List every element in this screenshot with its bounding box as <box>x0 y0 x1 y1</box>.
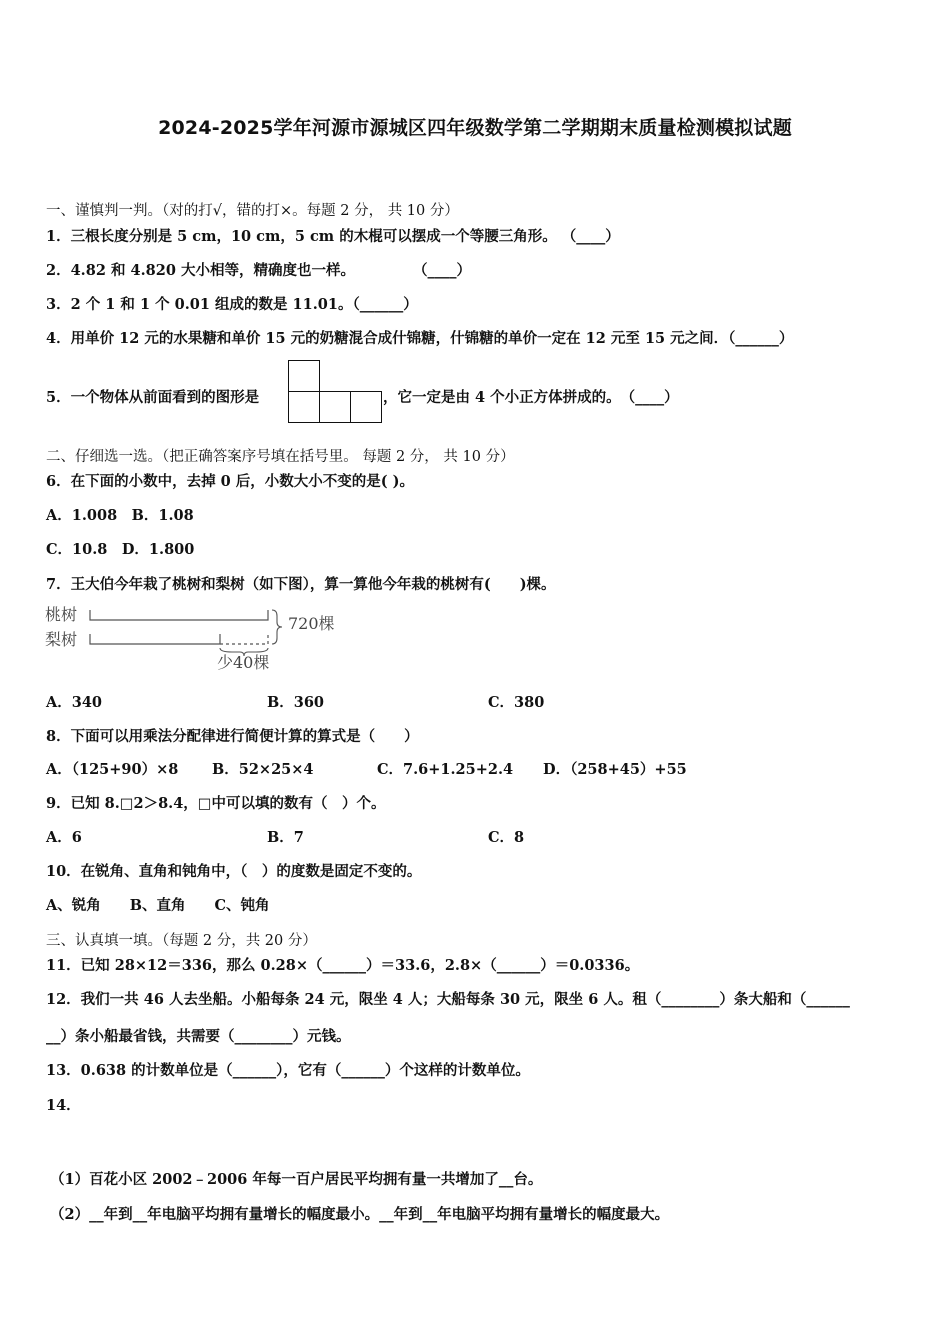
question-10-options: A、锐角 B、直角 C、钝角 <box>46 897 270 914</box>
question-8-option-d: D．（258+45）+55 <box>543 761 687 778</box>
question-3: 3．2 个 1 和 1 个 0.01 组成的数是 11.01。（______） <box>46 296 418 313</box>
question-12-line-1: 12．我们一共 46 人去坐船。小船每条 24 元，限坐 4 人；大船每条 30 元，限坐 6 人。租（________）条大船和（______ <box>46 991 850 1008</box>
question-14: 14． <box>46 1097 81 1114</box>
question-7-option-b: B．360 <box>267 694 325 711</box>
question-8-option-c: C．7.6+1.25+2.4 <box>377 761 514 778</box>
question-6-options-cd: C．10.8 D．1.800 <box>46 541 195 558</box>
question-6: 6．在下面的小数中，去掉 0 后，小数大小不变的是( )。 <box>46 473 415 490</box>
question-5-prefix: 5．一个物体从前面看到的图形是 <box>46 389 260 406</box>
question-9-option-b: B．7 <box>267 829 304 846</box>
label-less: 少40棵 <box>217 653 270 672</box>
question-7-option-a: A．340 <box>46 694 103 711</box>
question-9-option-c: C．8 <box>488 829 525 846</box>
question-8-option-a: A．（125+90）×8 <box>46 761 179 778</box>
section-1-heading: 一、谨慎判一判。（对的打√，错的打×。每题 2 分， 共 10 分） <box>46 203 459 219</box>
section-2-heading: 二、仔细选一选。（把正确答案序号填在括号里。 每题 2 分， 共 10 分） <box>46 449 515 465</box>
question-4: 4．用单价 12 元的水果糖和单价 15 元的奶糖混合成什锦糖，什锦糖的单价一定在 12 元至 15 元之间．（______） <box>46 330 794 347</box>
question-1: 1．三根长度分别是 5 cm，10 cm，5 cm 的木棍可以摆成一个等腰三角形。 （____） <box>46 228 620 245</box>
cube-bottom-3 <box>350 391 382 423</box>
label-total: 720棵 <box>288 614 335 633</box>
page-title: 2024-2025学年河源市源城区四年级数学第二学期期末质量检测模拟试题 <box>158 117 792 139</box>
cube-front-view-figure <box>288 360 382 423</box>
question-6-options-ab: A．1.008 B．1.08 <box>46 507 194 524</box>
tree-count-diagram <box>44 600 354 674</box>
label-pear-tree: 梨树 <box>45 630 78 649</box>
question-8: 8．下面可以用乘法分配律进行简便计算的算式是（ ） <box>46 728 419 745</box>
question-14-part-1: （1）百花小区 2002﹣2006 年每一百户居民平均拥有量一共增加了__台。 <box>50 1171 543 1188</box>
question-2: 2．4.82 和 4.820 大小相等，精确度也一样。 （____） <box>46 262 471 279</box>
question-8-option-b: B．52×25×4 <box>212 761 314 778</box>
question-11: 11．已知 28×12＝336，那么 0.28×（______）＝33.6，2.8×（______）＝0.0336。 <box>46 957 640 974</box>
label-peach-tree: 桃树 <box>45 605 78 624</box>
question-14-part-2: （2）__年到__年电脑平均拥有量增长的幅度最小。__年到__年电脑平均拥有量增长的幅度最大。 <box>50 1206 670 1223</box>
cube-top <box>288 360 320 392</box>
question-7: 7．王大伯今年栽了桃树和梨树（如下图），算一算他今年栽的桃树有( )棵。 <box>46 576 556 593</box>
cube-bottom-2 <box>319 391 351 423</box>
question-5-suffix: ，它一定是由 4 个小正方体拼成的。 （____） <box>383 389 679 406</box>
question-7-option-c: C．380 <box>488 694 545 711</box>
question-12-line-2: __）条小船最省钱，共需要（________）元钱。 <box>46 1028 351 1045</box>
question-9: 9．已知 8.□2＞8.4，□中可以填的数有（ ）个。 <box>46 795 386 812</box>
question-13: 13．0.638 的计数单位是（______），它有（______）个这样的计数单位。 <box>46 1062 530 1079</box>
question-9-option-a: A．6 <box>46 829 82 846</box>
cube-bottom-1 <box>288 391 320 423</box>
section-3-heading: 三、认真填一填。（每题 2 分，共 20 分） <box>46 933 317 949</box>
question-10: 10．在锐角、直角和钝角中，（ ）的度数是固定不变的。 <box>46 863 422 880</box>
